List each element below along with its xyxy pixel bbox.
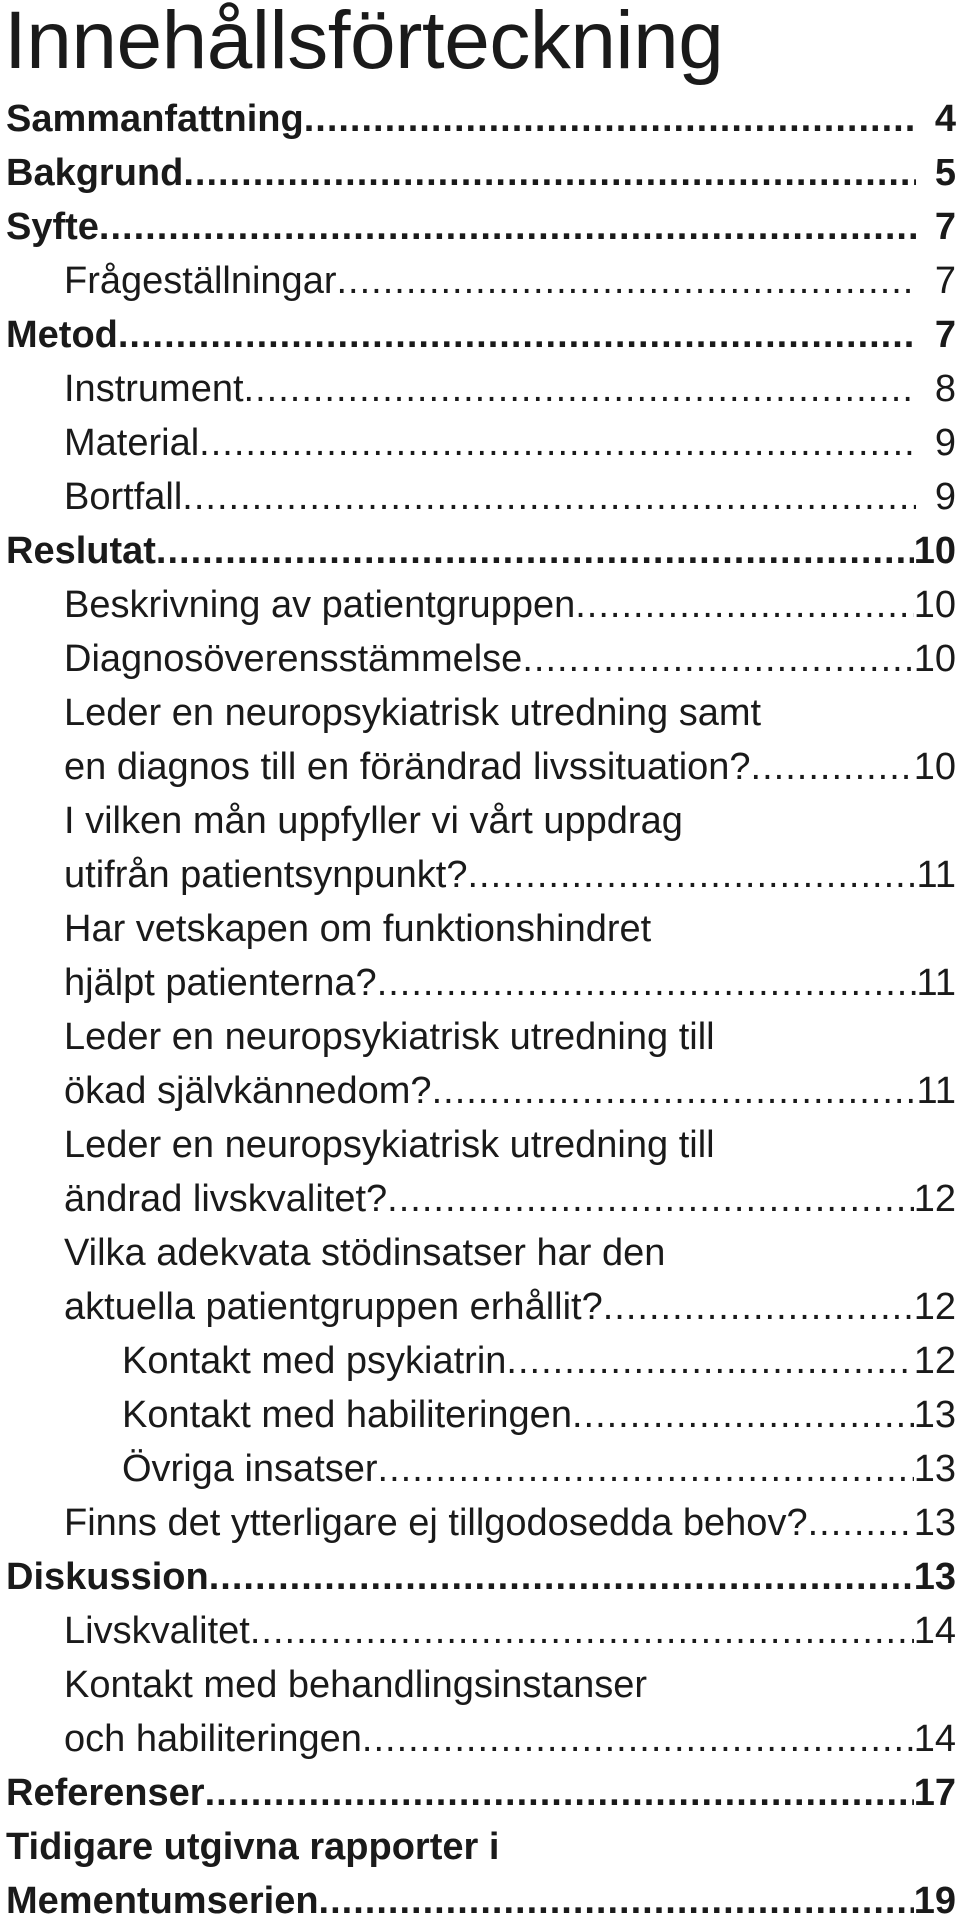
toc-entry-line: [0, 362, 960, 416]
dot-leader: [603, 1280, 914, 1334]
toc-page-number: 11: [916, 854, 956, 896]
toc-entry-row: [64, 1064, 960, 1118]
toc-entry-line: [0, 1496, 960, 1550]
toc-page-number: 13: [913, 1556, 956, 1598]
dot-leader: [183, 146, 916, 200]
toc-entry-line: [0, 956, 960, 1010]
dot-leader: [250, 1604, 914, 1658]
toc-entry-text: Leder en neuropsykiatrisk utredning till: [64, 1124, 715, 1166]
toc-page-number: 19: [913, 1880, 956, 1922]
toc-entry-line: [0, 1604, 960, 1658]
toc-entry-row: [122, 1442, 960, 1496]
dot-leader: [378, 1442, 914, 1496]
toc-entry-row: [64, 416, 960, 470]
toc-entry-text: Syfte: [6, 206, 99, 248]
toc-entry-row: [64, 470, 960, 524]
toc-page-number: 7: [934, 260, 956, 302]
toc-entry-text: och habiliteringen: [64, 1718, 362, 1760]
toc-page-number: 13: [913, 1394, 956, 1436]
toc-entry-text: utifrån patientsynpunkt?: [64, 854, 468, 896]
toc-page-number: 13: [913, 1502, 956, 1544]
toc-entry-text: I vilken mån uppfyller vi vårt uppdrag: [64, 800, 683, 842]
toc-entry-line: [0, 1874, 960, 1928]
toc-entry-text: Referenser: [6, 1772, 205, 1814]
toc-entry-line: [0, 1280, 960, 1334]
toc-entry-text: ökad självkännedom?: [64, 1070, 432, 1112]
toc-entry-row: [6, 146, 960, 200]
toc-entry-row: [64, 740, 960, 794]
toc-page-number: 13: [913, 1448, 956, 1490]
toc-entry-row: [64, 1172, 960, 1226]
toc-page-number: 12: [913, 1286, 956, 1328]
toc-page-number: 12: [913, 1178, 956, 1220]
toc-entry-text: Har vetskapen om funktionshindret: [64, 908, 652, 950]
toc-page-number: 5: [934, 152, 956, 194]
dot-leader: [156, 524, 914, 578]
dot-leader: [377, 956, 916, 1010]
toc-entry-line: [0, 902, 960, 956]
toc-entry-row: [6, 1874, 960, 1928]
toc-entry-text: Metod: [6, 314, 118, 356]
dot-leader: [336, 254, 916, 308]
dot-leader: [205, 1766, 914, 1820]
toc-entry-line: [0, 1658, 960, 1712]
dot-leader: [751, 740, 914, 794]
dot-leader: [319, 1874, 914, 1928]
toc-entry-row: [64, 1280, 960, 1334]
toc-entry-text: Diskussion: [6, 1556, 209, 1598]
toc-entry-text: Tidigare utgivna rapporter i: [6, 1826, 500, 1868]
toc-entry-text: Reslutat: [6, 530, 156, 572]
toc-entry-row: [64, 848, 960, 902]
toc-entry-line: [0, 92, 960, 146]
toc-entry-text: Diagnosöverensstämmelse: [64, 638, 523, 680]
toc-entry-row: [6, 1766, 960, 1820]
toc-page-number: 9: [934, 422, 956, 464]
toc-entry-text: Övriga insatser: [122, 1448, 378, 1490]
toc-entry-line: [0, 1226, 960, 1280]
toc-entry-row: [6, 308, 960, 362]
toc-entry-line: [0, 1820, 960, 1874]
toc-entry-line: [0, 794, 960, 848]
dot-leader: [244, 362, 916, 416]
toc-entry-line: [0, 1766, 960, 1820]
dot-leader: [506, 1334, 913, 1388]
toc-entry-text: Kontakt med behandlingsinstanser: [64, 1664, 648, 1706]
toc-entry-row: [64, 956, 960, 1010]
toc-page-number: 7: [934, 206, 956, 248]
toc-entry-text: ändrad livskvalitet?: [64, 1178, 388, 1220]
toc-entry-row: [64, 1604, 960, 1658]
toc-entry-text: Livskvalitet: [64, 1610, 250, 1652]
toc-entry-line: [0, 1064, 960, 1118]
toc-entry-row: [64, 632, 960, 686]
dot-leader: [99, 200, 916, 254]
toc-entry-line: [0, 1010, 960, 1064]
toc-entry-text: Vilka adekvata stödinsatser har den: [64, 1232, 666, 1274]
toc-entry-line: [0, 1172, 960, 1226]
toc-entry-row: [122, 1388, 960, 1442]
toc-entry-line: [0, 578, 960, 632]
toc-entry-text: Beskrivning av patientgruppen: [64, 584, 576, 626]
toc-entry-text: Mementumserien: [6, 1880, 319, 1922]
toc-entry-text: Finns det ytterligare ej tillgodosedda behov?: [64, 1502, 808, 1544]
dot-leader: [572, 1388, 914, 1442]
toc-entry-line: [0, 1712, 960, 1766]
toc-entry-row: [64, 362, 960, 416]
toc-entry-row: [64, 1496, 960, 1550]
toc-page-number: 4: [934, 98, 956, 140]
toc-entry-row: [6, 1550, 960, 1604]
dot-leader: [209, 1550, 914, 1604]
toc-entry-line: [0, 470, 960, 524]
toc-entry-line: [0, 1334, 960, 1388]
dot-leader: [468, 848, 917, 902]
toc-entry-line: [0, 416, 960, 470]
dot-leader: [387, 1172, 914, 1226]
toc-entry-row: [64, 254, 960, 308]
toc-page-number: 17: [913, 1772, 956, 1814]
toc-entry-text: Bortfall: [64, 476, 183, 518]
toc-entry-line: [0, 254, 960, 308]
dot-leader: [575, 578, 914, 632]
toc-entry-text: Kontakt med habiliteringen: [122, 1394, 572, 1436]
toc-page-number: 7: [934, 314, 956, 356]
toc-entry-text: Bakgrund: [6, 152, 184, 194]
toc-entry-line: [0, 200, 960, 254]
toc-entry-row: [64, 578, 960, 632]
dot-leader: [362, 1712, 914, 1766]
dot-leader: [182, 470, 916, 524]
toc-entry-line: [0, 632, 960, 686]
dot-leader: [199, 416, 916, 470]
toc-entry-row: [6, 524, 960, 578]
toc-entry-row: [6, 200, 960, 254]
toc-entry-text: hjälpt patienterna?: [64, 962, 377, 1004]
toc-entry-line: [0, 740, 960, 794]
toc-entry-text: aktuella patientgruppen erhållit?: [64, 1286, 603, 1328]
toc-page-number: 10: [913, 746, 956, 788]
page-title: Innehållsförteckning: [4, 0, 724, 86]
toc-entry-text: Leder en neuropsykiatrisk utredning till: [64, 1016, 715, 1058]
dot-leader: [432, 1064, 916, 1118]
toc-entry-text: Material: [64, 422, 200, 464]
toc-entry-line: [0, 1550, 960, 1604]
toc-entry-line: [0, 686, 960, 740]
toc-entry-text: Frågeställningar: [64, 260, 337, 302]
toc-list: [0, 92, 960, 1928]
dot-leader: [304, 92, 916, 146]
toc-entry-text: Sammanfattning: [6, 98, 304, 140]
dot-leader: [808, 1496, 914, 1550]
toc-page-number: 14: [913, 1610, 956, 1652]
toc-page-number: 10: [913, 530, 956, 572]
toc-page-number: 12: [913, 1340, 956, 1382]
toc-entry-line: [0, 524, 960, 578]
toc-entry-text: Instrument: [64, 368, 244, 410]
dot-leader: [118, 308, 916, 362]
toc-entry-line: [0, 1118, 960, 1172]
toc-entry-row: [6, 92, 960, 146]
toc-entry-line: [0, 1388, 960, 1442]
toc-page-number: 10: [913, 584, 956, 626]
toc-entry-row: [122, 1334, 960, 1388]
toc-page-number: 11: [916, 962, 956, 1004]
toc-page-number: 11: [916, 1070, 956, 1112]
dot-leader: [522, 632, 913, 686]
toc-entry-text: en diagnos till en förändrad livssituation?: [64, 746, 751, 788]
toc-entry-line: [0, 308, 960, 362]
toc-entry-text: Kontakt med psykiatrin: [122, 1340, 507, 1382]
toc-page-number: 9: [934, 476, 956, 518]
toc-page-number: 8: [934, 368, 956, 410]
toc-entry-text: Leder en neuropsykiatrisk utredning samt: [64, 692, 762, 734]
toc-entry-line: [0, 1442, 960, 1496]
toc-page-number: 14: [913, 1718, 956, 1760]
toc-entry-row: [64, 1712, 960, 1766]
toc-entry-line: [0, 848, 960, 902]
toc-page-number: 10: [913, 638, 956, 680]
toc-entry-line: [0, 146, 960, 200]
